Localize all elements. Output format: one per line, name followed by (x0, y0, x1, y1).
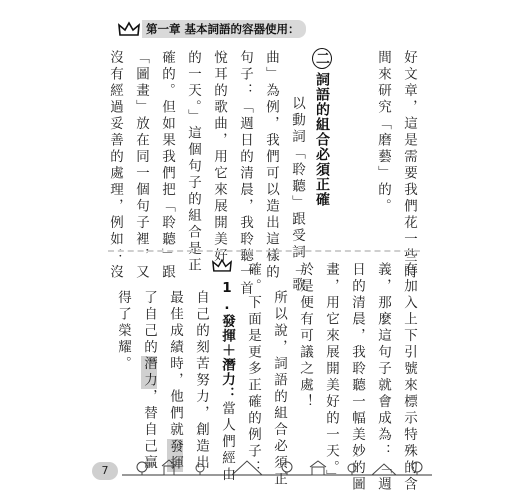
text-column: 好文章，這是需要我們花一些時 (401, 50, 417, 281)
text-column: 以動詞「聆聽」跟受詞「歌 (289, 96, 305, 294)
example-text: 當人們經由 (219, 401, 235, 484)
text-column: 確。下面是更多正確的例子： (245, 262, 261, 477)
crown-icon (118, 21, 140, 37)
text-column: 日的清晨，我聆聽一幅美妙的圖 (349, 262, 365, 493)
section-divider (108, 250, 420, 252)
chapter-header (118, 20, 306, 38)
highlighted-word: 發揮 (167, 438, 183, 472)
text-column: 所以說，詞語的組合必須正 (271, 290, 287, 488)
section-heading-text: 詞語的組合必須正確 (314, 72, 330, 207)
text-column: 「圖畫」放在同一個句子裡，又 (133, 50, 149, 281)
text-column: 得了榮耀。 (115, 290, 131, 373)
chapter-title: 第一章 基本詞語的容器使用： (142, 20, 306, 38)
text-column: 間來研究「磨藝」的。 (375, 50, 391, 215)
text-column: 悅耳的歌曲，用它來展開美好 (211, 50, 227, 265)
text-column: 於是便有可議之處！ (297, 262, 313, 411)
text-column: 曲」為例，我們可以造出這樣的 (263, 50, 279, 281)
crown-icon (212, 258, 232, 273)
example-heading: 1.發揮＋潛力： (219, 280, 235, 401)
text-column: 的一天。」這個句子的組合是正 (185, 50, 201, 275)
text-column: 自己的刻苦努力，創造出 (193, 290, 209, 472)
text-segment: 了自己的 (141, 290, 157, 356)
text-column: 有加入上下引號來標示特殊的含 (401, 262, 417, 493)
text-column: 畫，用它來展開美好的一天。」 (323, 262, 339, 487)
section-heading (312, 48, 332, 207)
text-segment: ，替自己贏 (141, 389, 157, 472)
text-column (140, 290, 158, 472)
text-segment: 最佳成績時，他們就 (167, 290, 183, 439)
highlighted-word: 潛力 (141, 356, 157, 389)
page-number: 7 (92, 462, 118, 480)
section-number: 二 (312, 48, 332, 69)
text-column: 確的。但如果我們把「聆聽」跟 (159, 50, 175, 281)
text-column: 義，那麼這句子就會成為：「週 (375, 262, 391, 493)
footer-decoration (122, 455, 432, 479)
text-column: 沒有經過妥善的處理，例如：沒 (107, 50, 123, 281)
text-column (166, 290, 184, 472)
example-item (218, 280, 236, 484)
text-column: 句子：「週日的清晨，我聆聽一首 (237, 50, 253, 298)
